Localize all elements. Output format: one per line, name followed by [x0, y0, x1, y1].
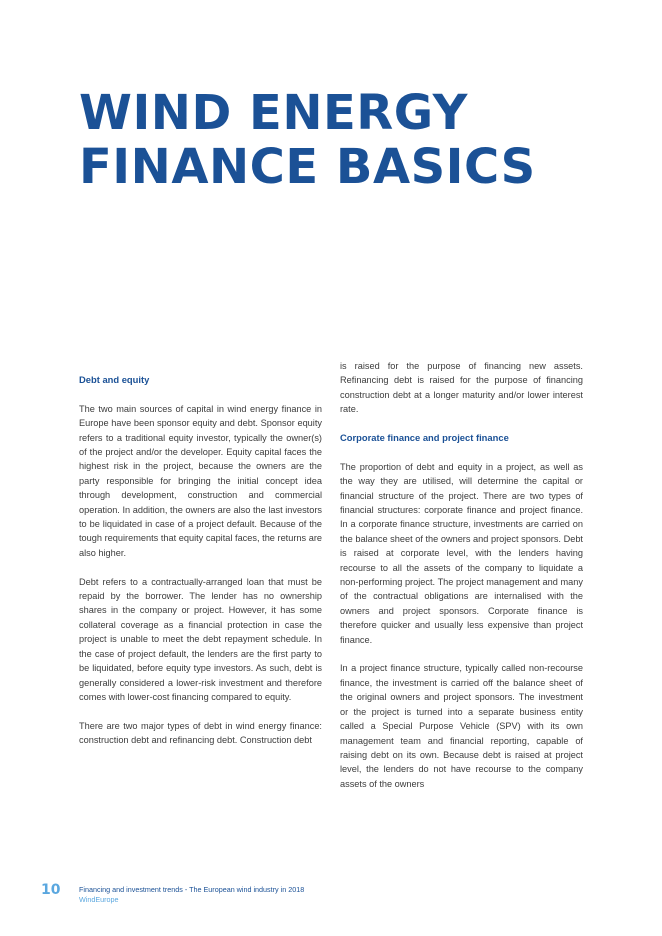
right-column	[340, 359, 583, 806]
footer	[79, 885, 304, 905]
body-paragraph: In a project finance structure, typically called non-recourse finance, the investment is carried off the balance sheet of the original owners and project sponsors. The investment or the project is turned into a separate business entity called a Special Purpose Vehicle (SPV) with its own management team and financial reporting, capable of raising debt on its own. Because debt is raised at project level, the lenders do not have recourse to the company assets of the owners	[340, 663, 583, 789]
page-title-line-2: FINANCE BASICS	[79, 139, 536, 195]
body-paragraph-continued: is raised for the purpose of financing new assets. Refinancing debt is raised for the purpose of financing construction debt at a longer maturity and/or lower interest rate.	[340, 361, 583, 415]
footer-publication-title: Financing and investment trends - The European wind industry in 2018	[79, 885, 305, 894]
section-heading-corporate-and-project-finance: Corporate finance and project finance	[340, 432, 509, 444]
page-title-line-1: WIND ENERGY	[79, 85, 468, 141]
body-paragraph: Debt refers to a contractually-arranged loan that must be repaid by the borrower. The lender has no ownership shares in the company or project. However, it has some collateral coverage as a financial protection in case the project is unable to meet the debt repayment schedule. In the case of project default, the lenders are the first party to be liquidated, before equity type investors. As such, debt is generally considered a lower-risk investment and therefore comes with lower-cost financing compared to equity.	[79, 576, 322, 702]
page-title	[79, 86, 639, 194]
body-paragraph: There are two major types of debt in wind energy finance: construction debt and refinancing debt. Construction debt	[79, 720, 322, 746]
footer-publisher: WindEurope	[79, 895, 119, 904]
section-heading-debt-and-equity: Debt and equity	[79, 374, 150, 385]
left-column	[79, 373, 322, 762]
body-paragraph: The two main sources of capital in wind energy finance in Europe have been sponsor equity and debt. Sponsor equity refers to a traditional equity investor, typically the owner(s) of the project and/or the developer. Equity capital faces the highest risk in the project, because the owners are the party responsible for bringing the initial concept idea through development, construction and commercial operation. In addition, the owners are also the last investors to be liquidated in case of a project default. Because of the tough requirements that equity capital faces, the returns are also higher.	[79, 403, 322, 558]
page-number: 10	[41, 882, 61, 898]
body-paragraph: The proportion of debt and equity in a project, as well as the way they are utilised, will determine the capital or financial structure of the project. There are two types of financial structures: corporate finance and project finance. In a corporate finance structure, investments are carried on the balance sheet of the owners and project sponsors. Debt is raised at corporate level, with the lenders having recourse to all the assets of the company to liquidate a non-performing project. The project management and many of the contractual obligations are internalised with the owners and project sponsors. Corporate finance is therefore quicker and usually less expensive than project finance.	[340, 461, 583, 645]
